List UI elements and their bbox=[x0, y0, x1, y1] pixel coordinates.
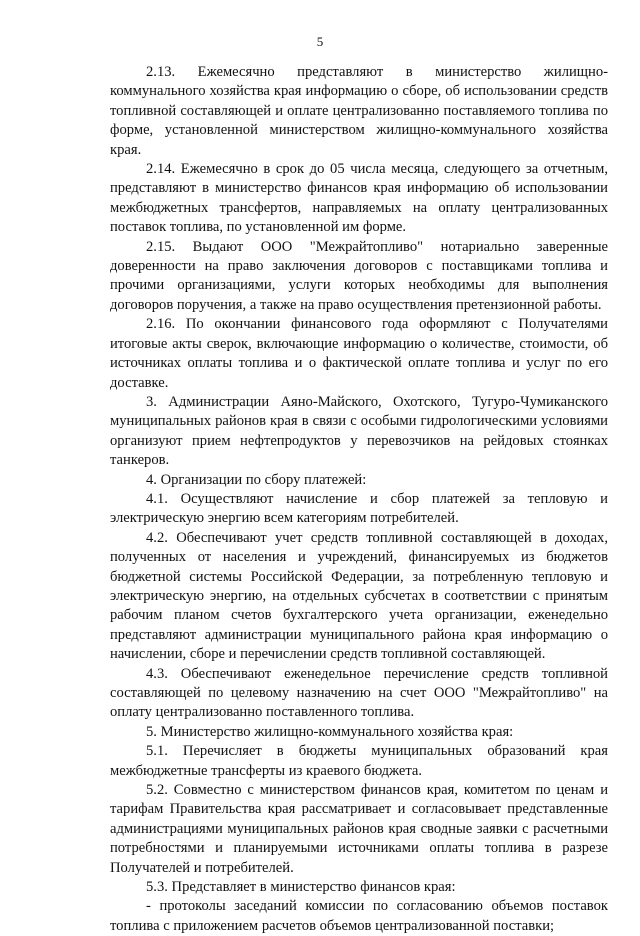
paragraph-2-13: 2.13. Ежемесячно представляют в министерство жилищно-коммунального хозяйства края информацию о сборе, об использовании средств топливной составляющей и оплате централизованно поставляемого топлива по форме, установленной министерством жилищно-коммунального хозяйства края. bbox=[110, 64, 608, 158]
paragraph-2-15: 2.15. Выдают ООО "Межрайтопливо" нотариально заверенные доверенности на право заключения договоров с поставщиками топлива и прочими организациями, услуги которых необходимы для выполнения договоров поручения, а также на право осуществления претензионной работы. bbox=[110, 238, 608, 313]
paragraph-5-2: 5.2. Совместно с министерством финансов края, комитетом по ценам и тарифам Правительства края рассматривает и согласовывает представленные администрациями муниципальных районов края сводные заявки с расчетными потребностями и планируемыми источниками оплаты топлива в разрезе Получателей и потребителей. bbox=[110, 782, 608, 876]
page-number: 5 bbox=[316, 34, 324, 49]
paragraph-4-heading: 4. Организации по сбору платежей: bbox=[146, 471, 367, 488]
document-body bbox=[110, 63, 608, 936]
paragraph-2-16: 2.16. По окончании финансового года оформляют с Получателями итоговые акты сверок, включающие информацию о количестве, стоимости, об источниках оплаты топлива и о фактической оплате топлива и услуг по его доставке. bbox=[110, 316, 608, 391]
paragraph-5-1: 5.1. Перечисляет в бюджеты муниципальных образований края межбюджетные трансферты из краевого бюджета. bbox=[110, 743, 608, 779]
paragraph-5-heading: 5. Министерство жилищно-коммунального хозяйства края: bbox=[146, 723, 514, 740]
paragraph-3: 3. Администрации Аяно-Майского, Охотского, Тугуро-Чумиканского муниципальных районов края в связи с особыми гидрологическими условиями организуют прием нефтепродуктов у перевозчиков на рейдовых стоянках танкеров. bbox=[110, 393, 608, 469]
paragraph-5-3: 5.3. Представляет в министерство финансов края: bbox=[146, 879, 456, 896]
paragraph-2-14: 2.14. Ежемесячно в срок до 05 числа месяца, следующего за отчетным, представляют в министерство финансов края информацию об использовании межбюджетных трансфертов, направляемых на оплату централизованных поставок топлива, по установленной им форме. bbox=[110, 161, 608, 236]
paragraph-4-1: 4.1. Осуществляют начисление и сбор платежей за тепловую и электрическую энергию всем категориям потребителей. bbox=[110, 490, 608, 527]
paragraph-4-2: 4.2. Обеспечивают учет средств топливной составляющей в доходах, полученных от населения и учреждений, финансируемых из бюджетов бюджетной системы Российской Федерации, за потребленную тепловую и электрическую энергию, на отдельных субсчетах в соответствии с принятым рабочим планом счетов бухгалтерского учета организации, еженедельно представляют администрации муниципального района края информацию о начислении, сборе и перечислении средств топливной составляющей. bbox=[110, 529, 608, 663]
list-item-protocols: - протоколы заседаний комиссии по согласованию объемов поставок топлива с приложением расчетов объемов централизованной поставки; bbox=[110, 898, 608, 934]
paragraph-4-3: 4.3. Обеспечивают еженедельное перечисление средств топливной составляющей по целевому назначению на счет ООО "Межрайтопливо" на оплату централизованно поставленного топлива. bbox=[110, 665, 608, 721]
